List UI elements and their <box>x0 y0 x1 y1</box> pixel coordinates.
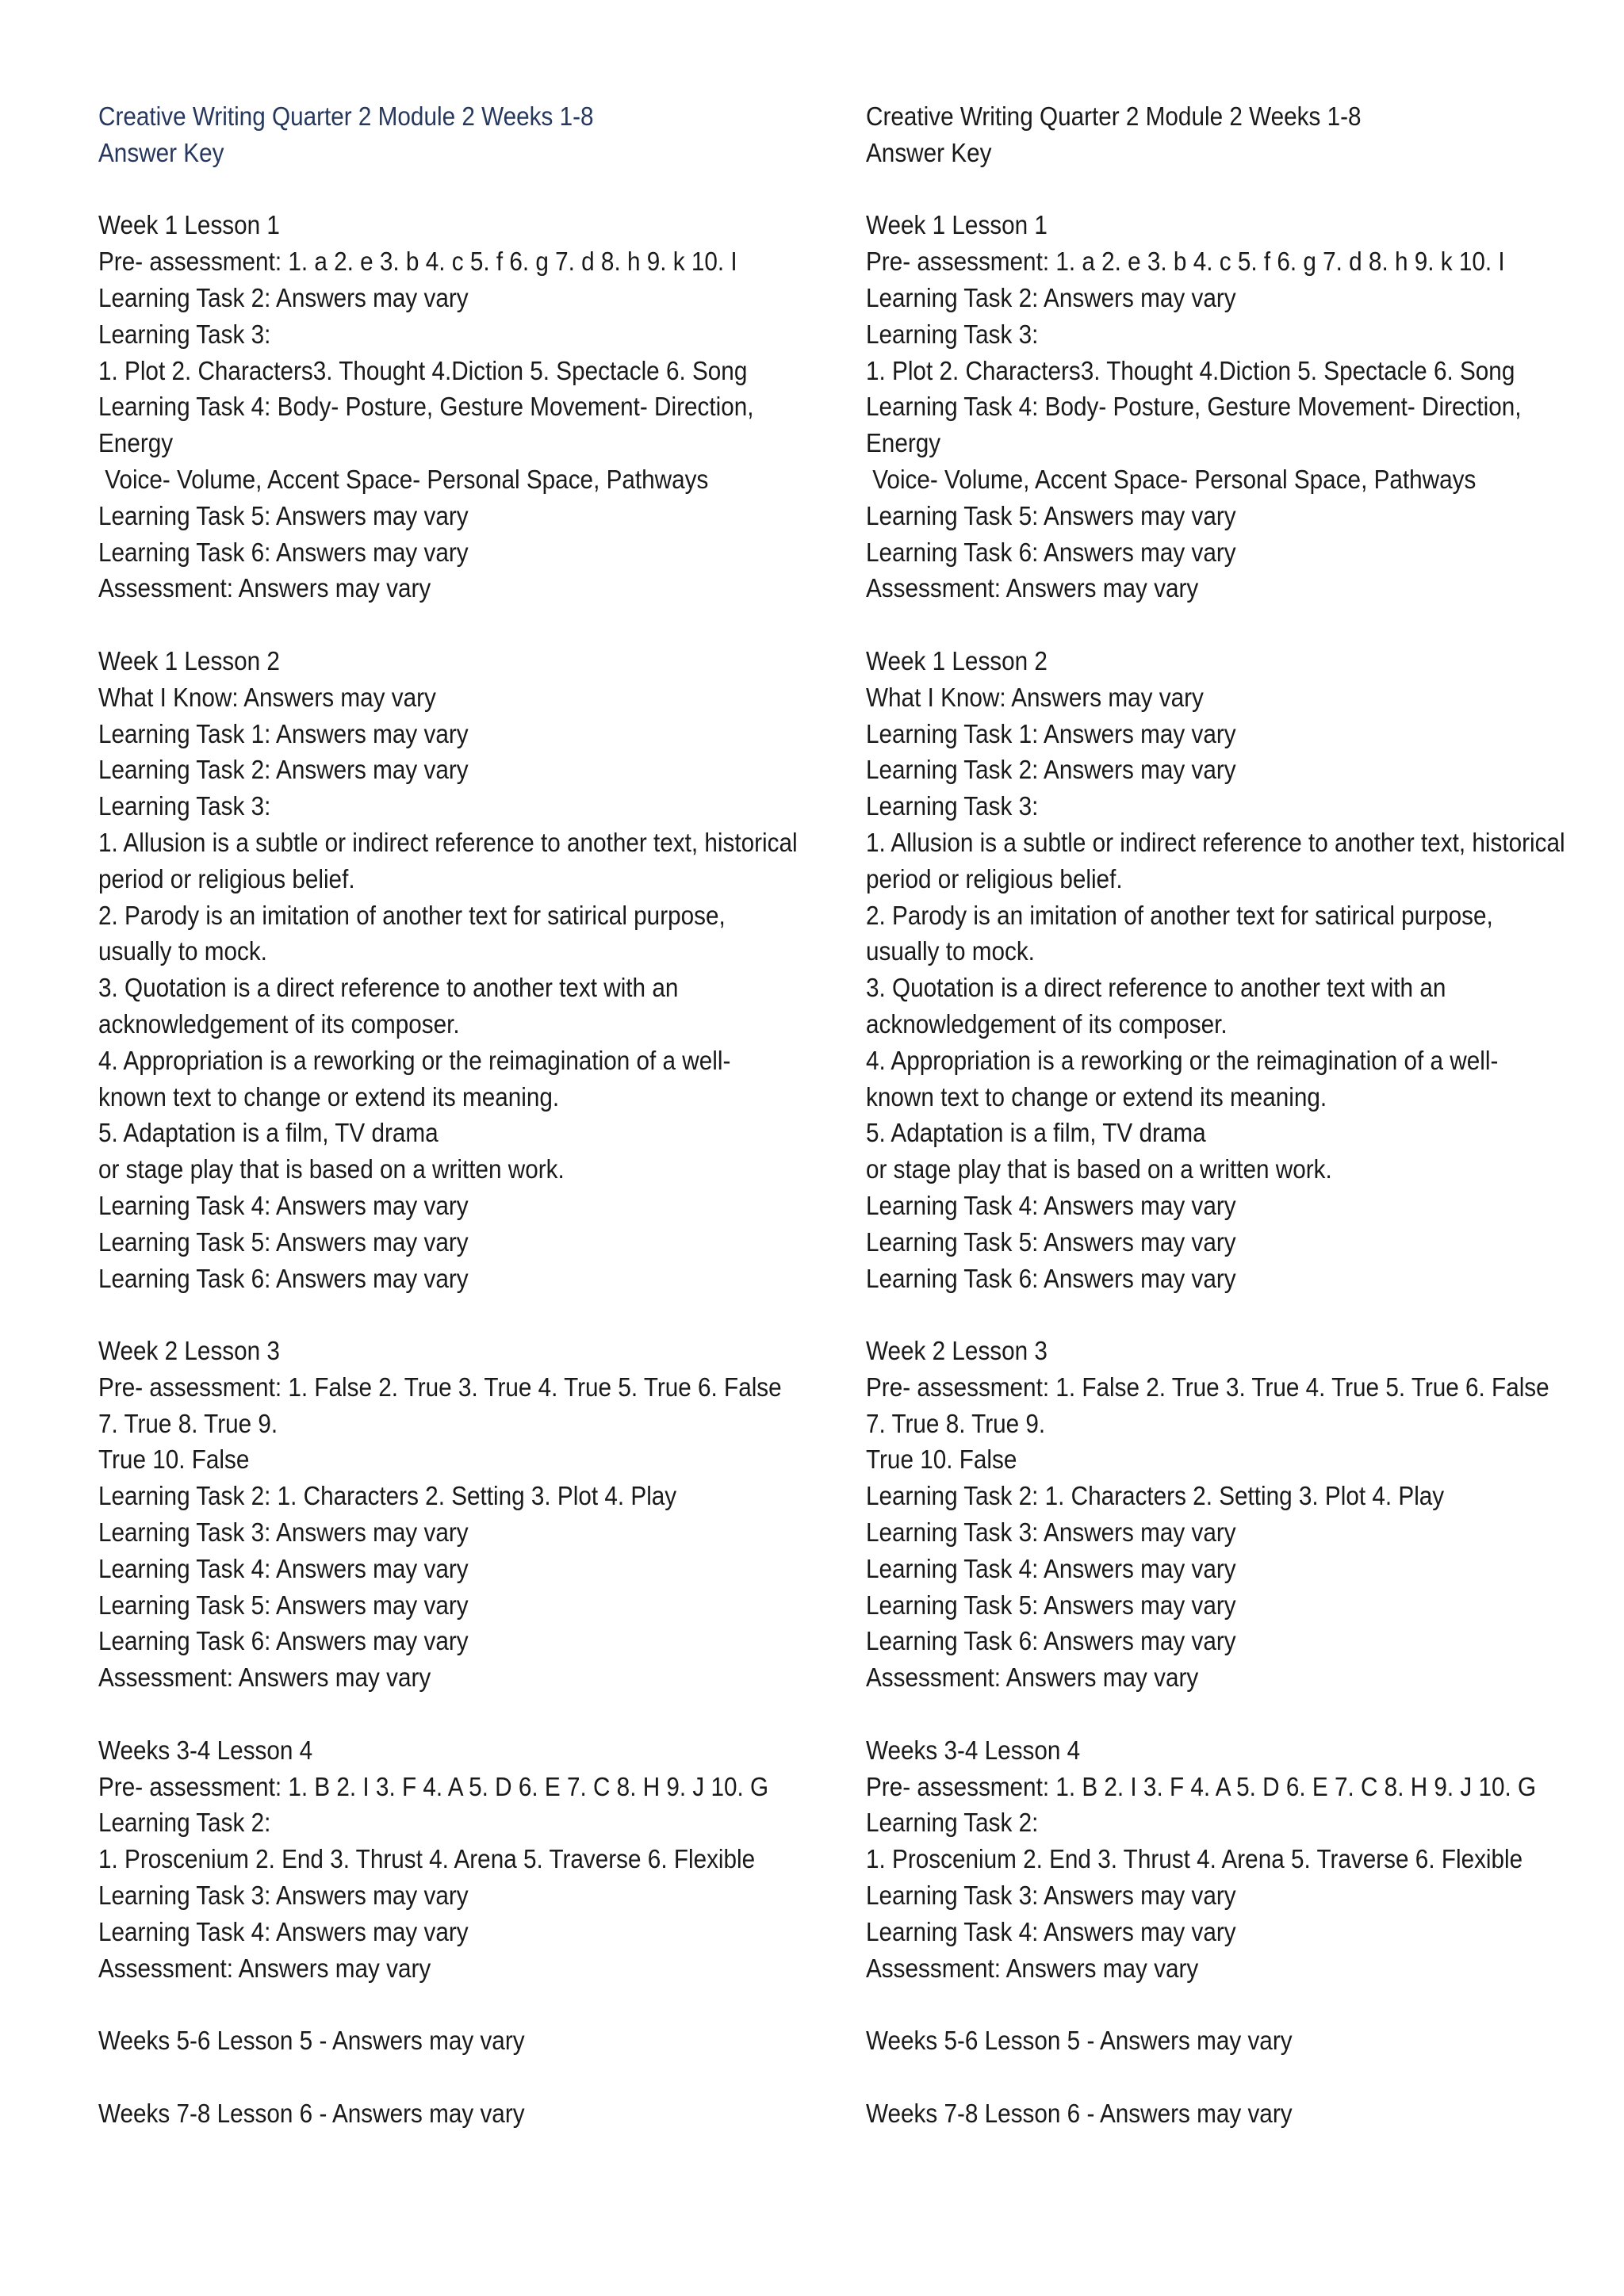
answer-line: Learning Task 4: Body- Posture, Gesture Movement- Direction, <box>866 392 1522 422</box>
answer-line: Learning Task 2: <box>866 1808 1039 1838</box>
document-title: Creative Writing Quarter 2 Module 2 Weeks 1-8 <box>866 101 1362 131</box>
answer-line: Learning Task 2: Answers may vary <box>98 755 469 785</box>
section-spacer <box>98 1296 726 1333</box>
document-subtitle: Answer Key <box>98 137 224 167</box>
answer-line: Assessment: Answers may vary <box>98 1953 431 1983</box>
answer-section <box>866 643 1565 1296</box>
answer-section <box>98 2022 726 2059</box>
answer-line: Learning Task 5: Answers may vary <box>866 1590 1236 1620</box>
section-heading: Week 2 Lesson 3 <box>866 1336 1048 1366</box>
section-spacer <box>98 1986 726 2022</box>
answer-line: Voice- Volume, Accent Space- Personal Space, Pathways <box>866 464 1477 494</box>
answer-line: usually to mock. <box>866 936 1035 966</box>
answer-line: Learning Task 3: Answers may vary <box>98 1881 469 1911</box>
answer-line: 1. Plot 2. Characters3. Thought 4.Diction 5. Spectacle 6. Song <box>98 355 748 385</box>
answer-line: Assessment: Answers may vary <box>98 573 431 603</box>
answer-line: 2. Parody is an imitation of another text for satirical purpose, <box>98 900 726 930</box>
section-spacer <box>866 1986 1494 2022</box>
answer-section <box>866 2095 1494 2132</box>
section-heading: Weeks 5-6 Lesson 5 - Answers may vary <box>866 2026 1293 2056</box>
column-heading <box>98 98 726 171</box>
answer-line: Pre- assessment: 1. a 2. e 3. b 4. c 5. f 6. g 7. d 8. h 9. k 10. I <box>98 247 737 277</box>
answer-line: 3. Quotation is a direct reference to another text with an <box>98 973 679 1003</box>
answer-line: Learning Task 6: Answers may vary <box>98 537 469 567</box>
answer-line: Learning Task 4: Answers may vary <box>866 1916 1236 1946</box>
answer-line: 5. Adaptation is a film, TV drama <box>866 1118 1206 1148</box>
answer-line: Learning Task 5: Answers may vary <box>866 500 1236 530</box>
section-heading: Weeks 5-6 Lesson 5 - Answers may vary <box>98 2026 525 2056</box>
answer-section <box>98 2095 726 2132</box>
answer-line: Learning Task 3: <box>866 791 1039 821</box>
answer-line: True 10. False <box>866 1445 1017 1475</box>
left-column <box>98 98 798 2132</box>
section-heading: Weeks 3-4 Lesson 4 <box>866 1735 1081 1765</box>
answer-line: Learning Task 5: Answers may vary <box>98 1226 469 1257</box>
section-spacer <box>866 1296 1494 1333</box>
answer-section <box>98 1333 782 1696</box>
answer-line: Pre- assessment: 1. B 2. I 3. F 4. A 5. D 6. E 7. C 8. H 9. J 10. G <box>98 1771 769 1801</box>
answer-line: What I Know: Answers may vary <box>98 682 436 712</box>
answer-line: Learning Task 4: Answers may vary <box>98 1916 469 1946</box>
section-heading: Weeks 3-4 Lesson 4 <box>98 1735 313 1765</box>
section-heading: Week 1 Lesson 2 <box>98 645 280 675</box>
section-heading: Weeks 7-8 Lesson 6 - Answers may vary <box>866 2098 1293 2128</box>
answer-line: Learning Task 2: 1. Characters 2. Setting 3. Plot 4. Play <box>98 1481 677 1511</box>
answer-line: Learning Task 4: Answers may vary <box>866 1190 1236 1220</box>
answer-line: Learning Task 4: Body- Posture, Gesture Movement- Direction, <box>98 392 754 422</box>
answer-line: Energy <box>98 428 174 458</box>
answer-line: Pre- assessment: 1. a 2. e 3. b 4. c 5. f 6. g 7. d 8. h 9. k 10. I <box>866 247 1505 277</box>
answer-line: Pre- assessment: 1. False 2. True 3. True 4. True 5. True 6. False <box>98 1372 782 1402</box>
answer-section <box>866 1333 1549 1696</box>
section-heading: Week 1 Lesson 2 <box>866 645 1048 675</box>
answer-line: Learning Task 2: <box>98 1808 271 1838</box>
answer-line: Learning Task 6: Answers may vary <box>866 537 1236 567</box>
answer-line: What I Know: Answers may vary <box>866 682 1204 712</box>
answer-line: Learning Task 1: Answers may vary <box>98 718 469 748</box>
answer-line: Learning Task 2: 1. Characters 2. Setting 3. Plot 4. Play <box>866 1481 1445 1511</box>
answer-section <box>866 1732 1537 1987</box>
answer-section <box>98 207 754 607</box>
answer-line: 7. True 8. True 9. <box>98 1408 278 1438</box>
answer-line: Learning Task 6: Answers may vary <box>866 1263 1236 1293</box>
answer-line: Learning Task 5: Answers may vary <box>98 1590 469 1620</box>
section-spacer <box>98 171 726 208</box>
answer-line: Voice- Volume, Accent Space- Personal Space, Pathways <box>98 464 709 494</box>
answer-line: 3. Quotation is a direct reference to another text with an <box>866 973 1446 1003</box>
answer-line: 7. True 8. True 9. <box>866 1408 1046 1438</box>
answer-line: Learning Task 3: <box>98 319 271 349</box>
column-body <box>866 171 1565 2132</box>
answer-line: known text to change or extend its meaning. <box>98 1081 560 1112</box>
right-column <box>866 98 1565 2132</box>
answer-line: 4. Appropriation is a reworking or the reimagination of a well- <box>866 1045 1499 1075</box>
answer-line: or stage play that is based on a written work. <box>98 1154 565 1184</box>
section-spacer <box>98 2059 726 2095</box>
answer-line: Assessment: Answers may vary <box>98 1663 431 1693</box>
answer-line: Learning Task 4: Answers may vary <box>98 1190 469 1220</box>
answer-line: Learning Task 3: Answers may vary <box>98 1517 469 1548</box>
answer-line: 4. Appropriation is a reworking or the reimagination of a well- <box>98 1045 731 1075</box>
section-spacer <box>866 1696 1494 1732</box>
answer-line: 1. Plot 2. Characters3. Thought 4.Diction 5. Spectacle 6. Song <box>866 355 1515 385</box>
answer-section <box>866 2022 1494 2059</box>
section-heading: Week 1 Lesson 1 <box>866 210 1048 240</box>
answer-line: acknowledgement of its composer. <box>98 1008 460 1039</box>
column-body <box>98 171 798 2132</box>
answer-section <box>98 643 798 1296</box>
answer-line: Assessment: Answers may vary <box>866 573 1199 603</box>
answer-line: known text to change or extend its meaning. <box>866 1081 1327 1112</box>
answer-line: Learning Task 3: Answers may vary <box>866 1517 1236 1548</box>
answer-line: Learning Task 3: Answers may vary <box>866 1881 1236 1911</box>
section-heading: Week 1 Lesson 1 <box>98 210 280 240</box>
answer-line: Energy <box>866 428 941 458</box>
answer-line: acknowledgement of its composer. <box>866 1008 1228 1039</box>
answer-line: 1. Proscenium 2. End 3. Thrust 4. Arena 5. Traverse 6. Flexible <box>866 1844 1523 1874</box>
answer-line: Learning Task 3: <box>98 791 271 821</box>
answer-section <box>98 1732 769 1987</box>
answer-line: Learning Task 6: Answers may vary <box>866 1626 1236 1656</box>
answer-line: Learning Task 2: Answers may vary <box>866 755 1236 785</box>
answer-section <box>866 207 1522 607</box>
answer-line: period or religious belief. <box>866 863 1123 894</box>
answer-line: Learning Task 5: Answers may vary <box>98 500 469 530</box>
answer-line: True 10. False <box>98 1445 250 1475</box>
answer-line: 2. Parody is an imitation of another text for satirical purpose, <box>866 900 1493 930</box>
section-spacer <box>866 607 1494 643</box>
answer-line: Pre- assessment: 1. B 2. I 3. F 4. A 5. D 6. E 7. C 8. H 9. J 10. G <box>866 1771 1537 1801</box>
answer-line: Learning Task 5: Answers may vary <box>866 1226 1236 1257</box>
section-spacer <box>866 171 1494 208</box>
answer-line: Pre- assessment: 1. False 2. True 3. True 4. True 5. True 6. False <box>866 1372 1549 1402</box>
answer-line: Assessment: Answers may vary <box>866 1663 1199 1693</box>
section-heading: Week 2 Lesson 3 <box>98 1336 280 1366</box>
answer-line: Learning Task 6: Answers may vary <box>98 1626 469 1656</box>
answer-line: usually to mock. <box>98 936 267 966</box>
section-spacer <box>98 607 726 643</box>
answer-line: Learning Task 4: Answers may vary <box>98 1553 469 1583</box>
answer-line: Learning Task 2: Answers may vary <box>98 282 469 312</box>
answer-line: Learning Task 2: Answers may vary <box>866 282 1236 312</box>
section-heading: Weeks 7-8 Lesson 6 - Answers may vary <box>98 2098 525 2128</box>
column-heading <box>866 98 1494 171</box>
answer-line: 5. Adaptation is a film, TV drama <box>98 1118 439 1148</box>
answer-line: Assessment: Answers may vary <box>866 1953 1199 1983</box>
answer-line: period or religious belief. <box>98 863 355 894</box>
document-subtitle: Answer Key <box>866 137 992 167</box>
answer-line: Learning Task 1: Answers may vary <box>866 718 1236 748</box>
answer-line: 1. Proscenium 2. End 3. Thrust 4. Arena 5. Traverse 6. Flexible <box>98 1844 756 1874</box>
document-title: Creative Writing Quarter 2 Module 2 Weeks 1-8 <box>98 101 594 131</box>
section-spacer <box>98 1696 726 1732</box>
answer-line: or stage play that is based on a written work. <box>866 1154 1332 1184</box>
answer-line: Learning Task 3: <box>866 319 1039 349</box>
answer-line: 1. Allusion is a subtle or indirect reference to another text, historical <box>866 827 1565 857</box>
answer-line: 1. Allusion is a subtle or indirect reference to another text, historical <box>98 827 798 857</box>
answer-line: Learning Task 4: Answers may vary <box>866 1553 1236 1583</box>
section-spacer <box>866 2059 1494 2095</box>
answer-line: Learning Task 6: Answers may vary <box>98 1263 469 1293</box>
